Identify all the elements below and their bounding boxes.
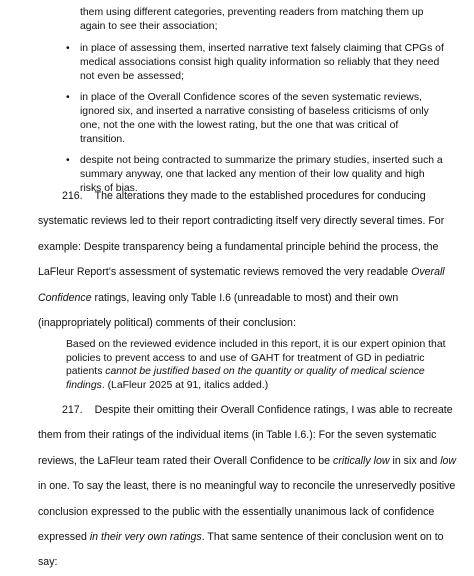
paragraph-italic-text: in their very own ratings [89,531,202,544]
paragraph-217 [38,398,460,576]
paragraph-number: 216. [62,190,83,202]
block-quote [66,338,450,392]
paragraph-text: ratings, leaving only Table I.6 (unreadable to most) and their own (inappropriately political) comments of their conclusion: [38,291,399,330]
bullet-icon: • [66,92,70,103]
bullet-list [66,42,446,203]
paragraph-text: The alterations they made to the established procedures for conducing systematic reviews led to their report contradicting itself very directly several times. For example: Despite transparency being a fundamental principle behind the process, the LaFleur Report’s assessment of systematic reviews removed the very readable [38,190,445,279]
bullet-icon: • [66,155,70,166]
paragraph-italic-text: low [440,454,457,467]
paragraph-text: . That same sentence of their conclusion went on to say: [38,531,444,569]
paragraph-italic-text: Overall Confidence [38,266,445,304]
paragraph-text: in six and [389,454,441,467]
paragraph-216 [38,184,460,336]
bullet-text: in place of the Overall Confidence scores of the seven systematic reviews, ignored six, and inserted a narrative consisting of baseless criticisms of only one, not the one with the lowest rating, but the one that was critical of transition. [80,92,429,145]
list-item [66,42,446,84]
paragraph-italic-text: critically low [333,454,390,467]
bullet-text: despite not being contracted to summarize the primary studies, inserted such a summary anyway, one that lacked any mention of their low quality and high risks of bias. [80,155,443,194]
bullet-icon: • [66,43,70,54]
quote-text: Based on the reviewed evidence included in this report, it is our expert opinion that policies to prevent access to and use of GAHT for treatment of GD in pediatric patients [66,339,446,377]
paragraph-number: 217. [62,404,83,416]
quote-italic-text: cannot be justified based on the quantity or quality of medical science findings [66,366,425,391]
quote-text: . (LaFleur 2025 at 91, italics added.) [101,379,269,391]
bullet-text: in place of assessing them, inserted narrative text falsely claiming that CPGs of medical associations consist high quality information so reliably that they need not even be assessed; [80,43,444,82]
paragraph-text: Despite their omitting their Overall Confidence ratings, I was able to recreate them from their ratings of the individual items (in Table I.6.): For the seven systematic reviews, the LaFleur team rated their Overall Confidence to be [38,404,453,467]
continued-bullet-text: them using different categories, preventing readers from matching them up again to see their association; [80,7,424,32]
list-item [66,91,446,147]
paragraph-text: in one. To say the least, there is no meaningful way to reconcile the unreservedly positive conclusion expressed to the public with the essentially unanimous lack of confidence expressed [38,480,456,544]
